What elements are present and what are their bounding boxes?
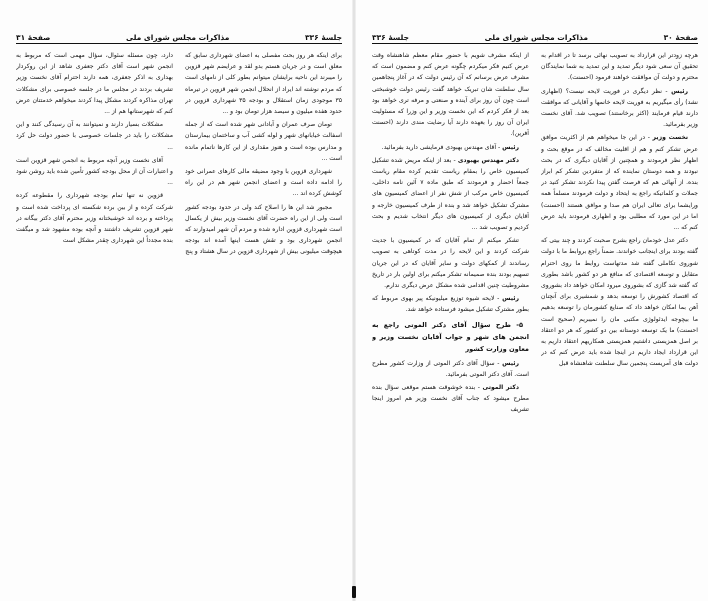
- text-column-left: [16, 50, 173, 573]
- paragraph-text: - نظر دیگری در فوریت لایحه نیست؟ (اظهاری نشد) رأی میگیریم به فوریت لایحه خانمها و آقایانی که موافقت دارند قیام فرمایند (اکثر برخاستند) تصویب شد. آقای نخست وزیر بفرمائید.: [541, 87, 698, 129]
- page-number: صفحهٔ ۳۱: [16, 33, 51, 42]
- paragraph-text: - لایحه شیوه توزیع میلیونیکه پیر بهوی مربوط که بطور مشترک تشکیل میشود فرستاده خواهد شد.: [372, 295, 529, 314]
- paragraph: برای اینکه هر روز بحث مفصلی به اعضای شهرداری سابق که معلق است و در جریان هستم بدو لقد و عرایضم شهر قزوین را میبرند این ناحیه برایشان میتوانم بطور کلی از نامهای است که مردم نوشته اند ایراد از انحلال انجمن شهر قزوین در تیرماه ۳۵ موجودی زمان استقلال و بودجه ۳۵ شهرداری قزوین در حدود هفده میلیون و سیصد هزار تومان بود و ...: [185, 52, 342, 116]
- paragraph: [372, 382, 529, 416]
- paragraph: شهرداری قزوین با وجود مضیقه مالی کارهای عمرانی خود را ادامه داده است و اعضای انجمن شهر هم در این راه کوشش کرده اند ...: [185, 168, 342, 198]
- paragraph: [372, 293, 529, 315]
- right-page-columns: [372, 50, 698, 573]
- paragraph: [372, 155, 529, 233]
- paragraph: تومان صرف عمران و آبادانی شهر شده است که از جمله اسفالت خیابانهای شهر و لوله کشی آب و ساختمان بیمارستان و مدارس بوده است و هنوز مقداری از این کارها ناتمام مانده است ...: [185, 121, 342, 162]
- paragraph: [541, 235, 698, 369]
- speaker-name: رئیس: [671, 87, 689, 95]
- paragraph: مشکلات بسیار دارند و نمیتوانند به آن رسیدگی کنند و این مشکلات را باید در جلسات خصوصی با حضور دولت حل کرد ...: [16, 121, 173, 151]
- paragraph: [372, 358, 529, 380]
- paragraph: [541, 86, 698, 131]
- speaker-name: نخست وزیر: [652, 134, 689, 142]
- session-number: جلسهٔ ۳۳۶: [372, 33, 409, 42]
- paragraph: [541, 132, 698, 233]
- right-page: [356, 0, 708, 601]
- paragraph: دارد، چون مسئله سئوال، سؤال مهمی است که مربوط به انجمن شهر است آقای دکتر جعفری شاهد از این روکردار بهداری به اذکر جعفری، همه دارند احترام آقای نخست وزیر تشریف بردند در مجلس ما در جلسه خصوصی برای مشکلات تهران مذاکره کردند مشکل پیدا کردند میخواهم خدمتتان عرض کنم که شهرستانها هم از ...: [16, 52, 173, 116]
- paragraph-text: - در این جا میخواهم هم از اکثریت موافق عرض تشکر کنم و هم از اقلیت مخالف که در موقع بحث و اظهار نظر فرمودند و همچنین از آقایان دیگری که در بحث نبودند و همه دوستان نماینده که از متفردین تشکر کم ابراز بنده. از آنهائی هم که فرصت گفتن پیدا نکردند تشکر کنید در جملات و کلماتیکه راجع به ایتحاد و دولت فرمودند مسلماً همه ورایشما برای تعالی ایران هم صدا و موافق هستند (احسنت) اما در این مورد که مطلبی بود و اظهاری فرمودند باید عرض کنم که ...: [541, 134, 698, 232]
- text-column-left: [372, 50, 529, 573]
- speaker-name: دکتر الموتی: [482, 384, 519, 392]
- paragraph-text: هرچه زودتر این قرارداد به تصویب نهائی برسد تا در اقدام به تحقیق آن سعی شود دیگر تمدید و این تمدید به شما نمایندگان محترم و دولت آن موافقت خواهند فرمود (احسنت).: [541, 52, 698, 82]
- paragraph-text: - آقای مهندس بهبودی فرمایشی دارید بفرمائید.: [381, 143, 501, 151]
- paragraph: [541, 50, 698, 84]
- speaker-name: رئیس: [502, 143, 519, 151]
- paragraph-text: - بنده خوشوقت هستم موقعی سؤال بنده مطرح میشود که جناب آقای نخست وزیر هم امروز اینجا تشریف: [372, 384, 529, 414]
- running-title: مذاکرات مجلس شورای ملی: [484, 33, 588, 42]
- paragraph: [372, 50, 529, 140]
- right-page-header: [372, 29, 698, 44]
- paragraph: مجبور شد این ها را اصلاح کند ولی در حدود بودجه کشور است ولی از این راه حضرت آقای نخست وزیر بیش از یکسال است شهرداری قزوین اداره شده و مردم آن شهر امیدوارند که انجمن شهرداری بود و تقش هست اینها آمده اند بودجه هیچوقت میلیونی بیش از شهرداری قزوین در سال هشتاد و پنج: [185, 203, 342, 256]
- left-page: [0, 0, 352, 601]
- text-column-right: [185, 50, 342, 573]
- session-number: جلسهٔ ۳۳۶: [304, 33, 342, 42]
- speaker-name: رئیس: [502, 359, 519, 367]
- paragraph-text: از اینکه مشرف شویم با حضور مقام معظم شاهنشاه وقت عرض کنیم فکر میکردم چگونه عرض کنم و مضمون است که مشرف عرض برسانم که آن رئیس دولت که در آغاز پنجاهمین سال سلطنت شان تبریک خواهد گفت رئیس دولت خوشبختی است چون آن روز برای آینده و صنعتی و مرفه تری خواهد بود بعد از فکر کردم که این نخست وزیر و این وزرا که مسئولیت ایران آن روز را بعهده دارند آیا رضایت مندی دارند (احسنت آفرین).: [372, 52, 529, 138]
- text-column-right: [541, 50, 698, 573]
- running-title: مذاکرات مجلس شورای ملی: [126, 33, 230, 42]
- paragraph-text: دکتر عدل خودمان راجع بشرح صحبت کردند و چند بیتی که گفته بودند برای اینجانب خواندند. ضمناً راجع بروابط ما با دولت شوروی تکاملی گفته شد مدتهاست روابط ما روی احترام متقابل و توسعه اقتصادی که منافع هر دو کشور باشد بطوری که گفته شد گازی که بشوروی میرود امکان خواهد داد بشوروی که اقتصاد کشورش را توسعه بدهد و شمشیری برای آنچنان آهن بما امکان خواهد داد که صنایع کشورمان را توسعه بدهیم ما بیچوجه ایدئولوژی مکتبی مان را نمیبریم (صحیح است احسنت) ما یک توسعه دوستانه بین دو کشور که هر دو اعتقاد بر اصل همزیستی داشتیم همزیستی همکاریهم اعتقاد داریم به این قرارداد ایجاد داریم در اینجا شده باید عرض کنم که در دولت های آمریست پنجمین سال سلطنت شاهنشاه قبل: [541, 237, 698, 368]
- paragraph: [372, 235, 529, 291]
- paragraph: قزوین نه تنها تمام بودجه شهرداری را مقطوعه کرده شرکت کرده و از بین برده شکسته ای پرداخت شده است و پرداخته و برده اند خوشبختانه وزیر محترم آقای دکتر بیگانه در شهر قزوین تشریف داشتند و آنچه بوده مشهود شد و میگفت بنده مجدداً این شهرداری چقدر مشکل است: [16, 192, 173, 245]
- left-page-columns: [16, 50, 342, 573]
- paragraph-text: - سؤال آقای دکتر الموتی از وزارت کشور مطرح است. آقای دکتر الموتی بفرمائید.: [372, 359, 529, 378]
- paragraph: [372, 142, 529, 153]
- paragraph: آقای نخست وزیر آنچه مربوط به انجمن شهر قزوین است و اعتبارات آن از محل بودجه کشور تأمین شده باید روشن شود ...: [16, 156, 173, 187]
- section-heading: ۵- طرح سؤال آقای دکتر الموتی راجع به انجمن های شهر و جواب آقایان نخست وزیر و معاون وزارت کشور: [372, 320, 529, 353]
- left-page-header: [16, 29, 342, 44]
- paragraph-text: تشکر میکنم از تمام آقایان که در کمیسیون با جدیت شرکت کردند و این لایحه را در مدت کوتاهی به تصویب رساندند از کمکهای دولت و سایر آقایان که در این جریان تسهیم بودند بنده صمیمانه تشکر میکنم برای اولین بار در تاریخ مشروطیت چنین اقدامی شده مشکل عرض دیگری ندارم.: [372, 237, 529, 290]
- paragraph-text: - بعد از اینکه مریض شده تشکیل کمیسیون خاص را بمقام ریاست تقدیم کرده مقام ریاست جمعاً احضار و فرمودند که طبق ماده ۷ آئین نامه داخلی، کمیسیون خاص مرکب از شش نفر از اعضای کمیسیون های مشترک تشکیل خواهد شد و بنده از طرف کمیسیون خارجه و آقایان دیگری از کمیسیون های دیگر انتخاب شدیم و بحث کردیم و تصویب شد ...: [372, 156, 529, 232]
- speaker-name: دکتر مهندس بهبودی: [457, 156, 519, 164]
- speaker-name: رئیس: [502, 295, 520, 303]
- page-number: صفحهٔ ۳۰: [663, 33, 698, 42]
